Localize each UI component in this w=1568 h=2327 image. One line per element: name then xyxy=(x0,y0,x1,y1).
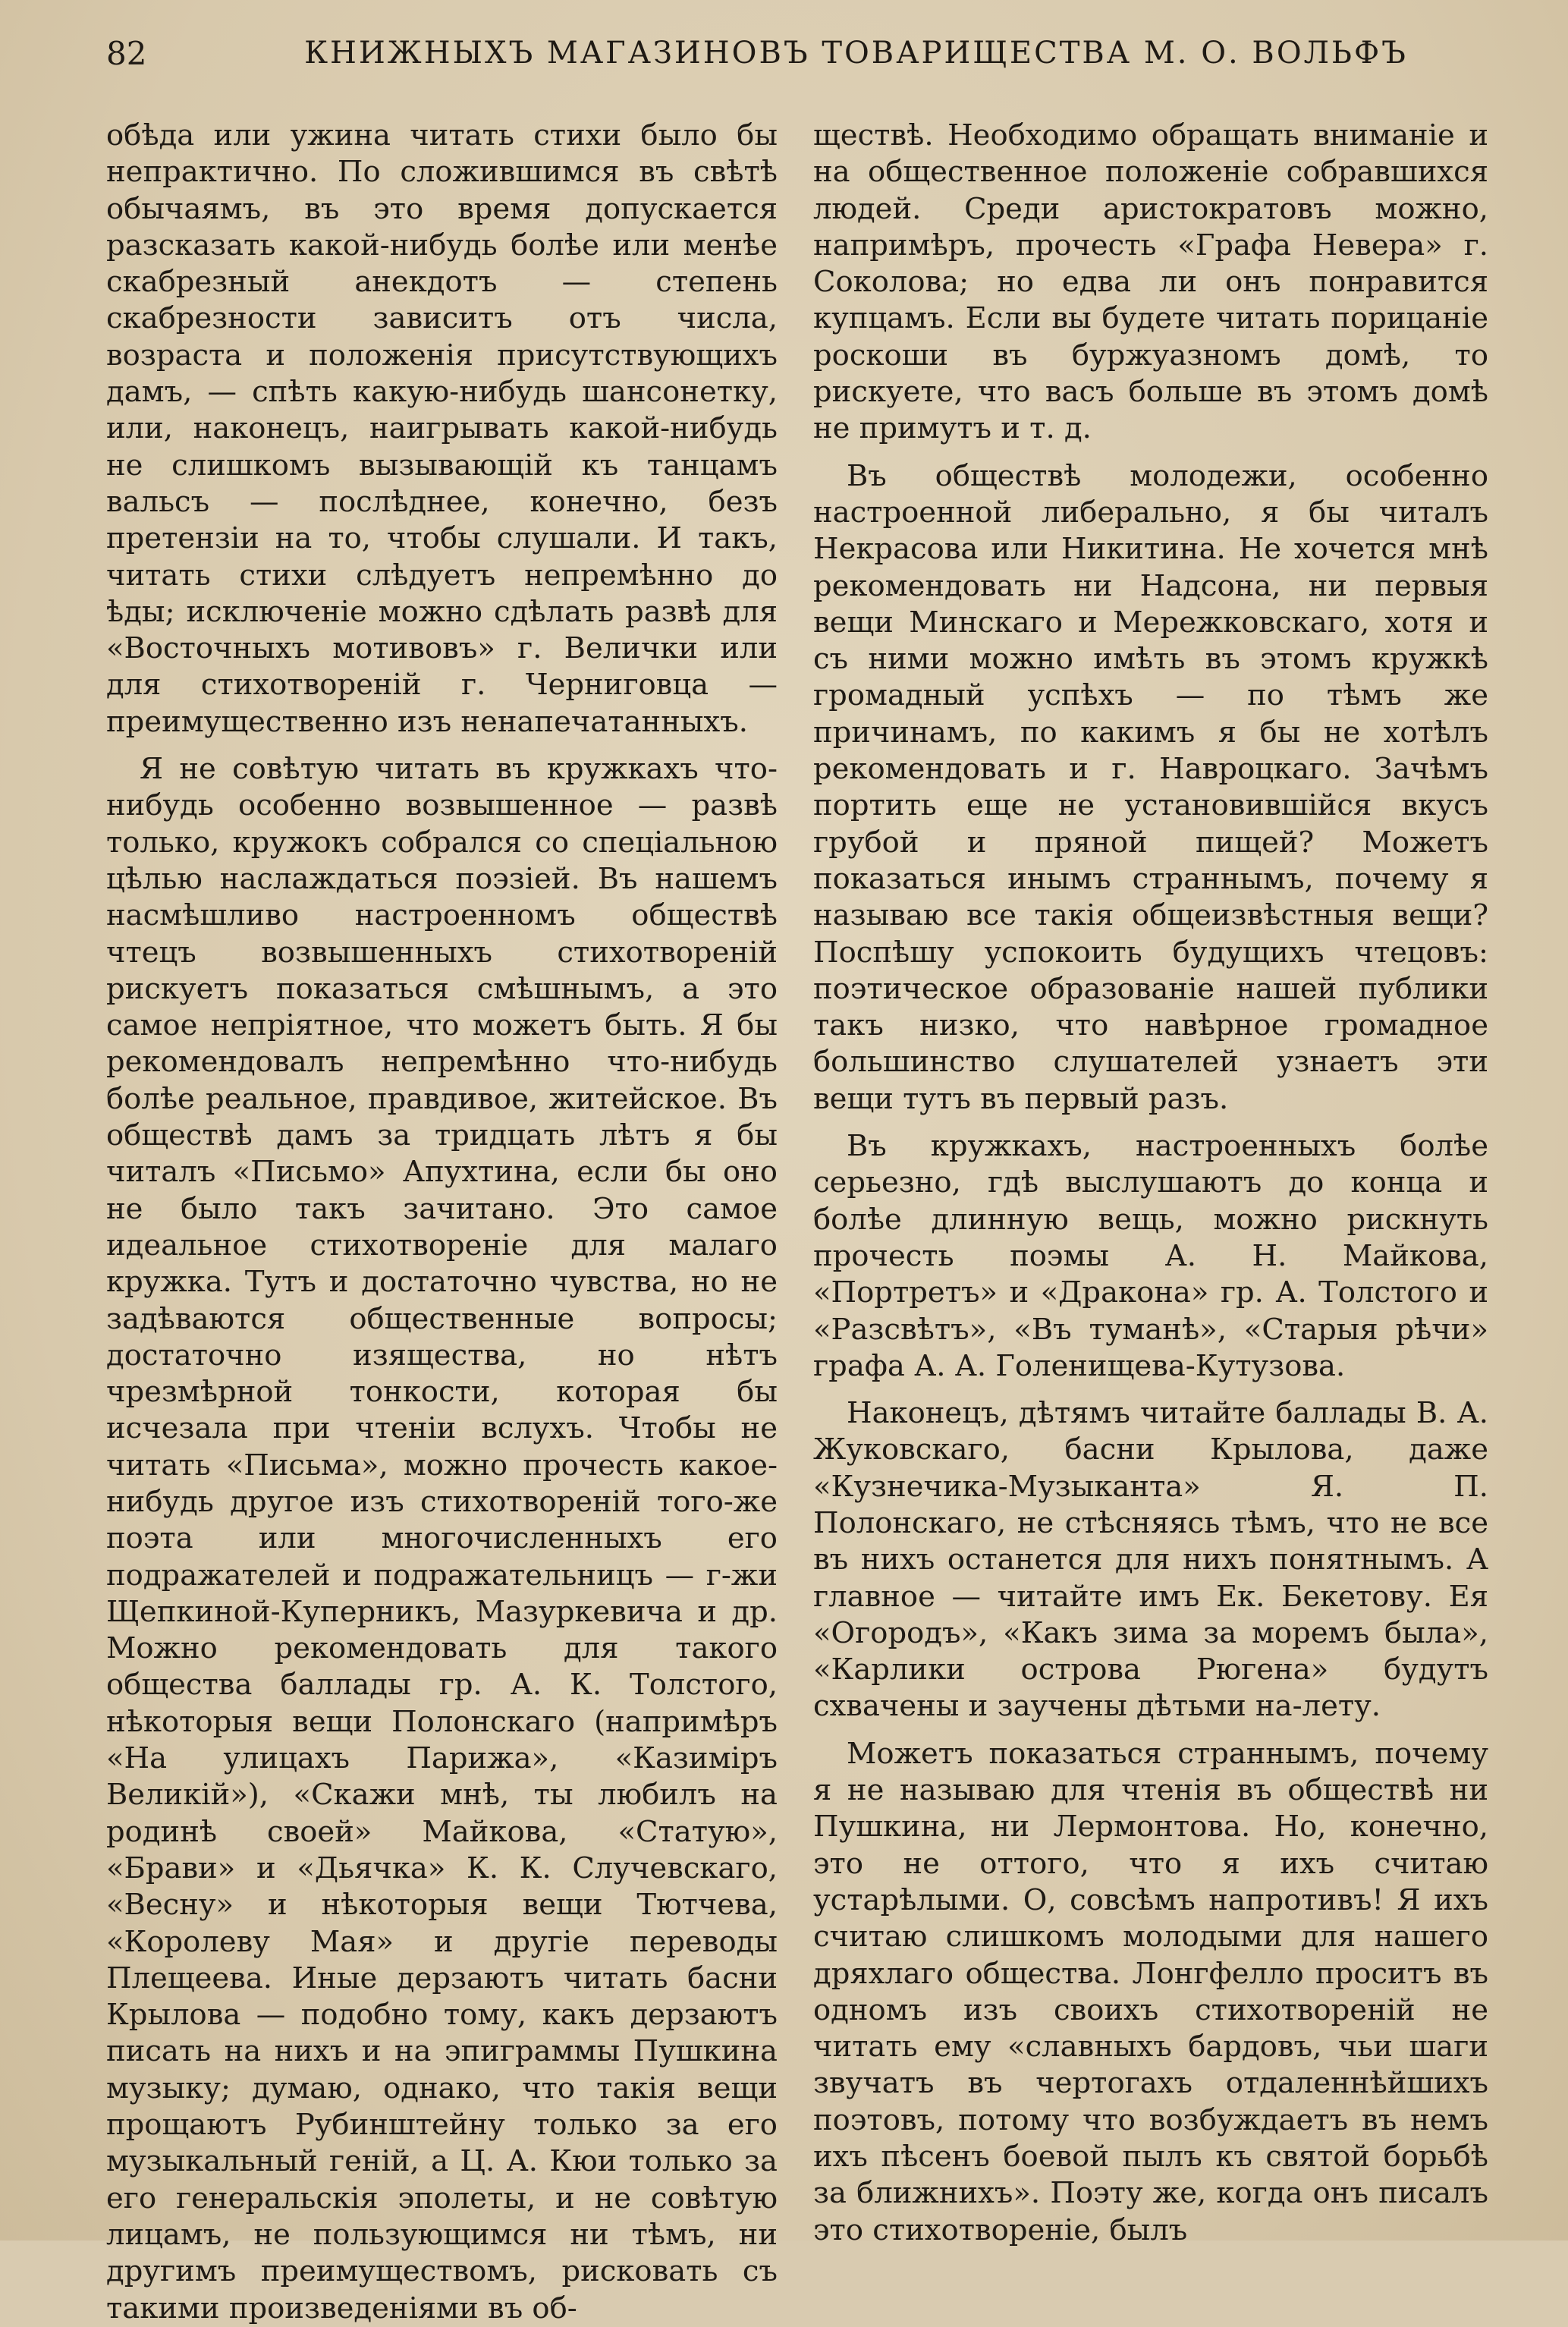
page-header xyxy=(106,30,1538,76)
paragraph: Можетъ показаться страннымъ, почему я не называю для чтенія въ обществѣ ни Пушкина, ни Лермонтова. Но, конечно, это не оттого, что я ихъ считаю устарѣлыми. О, совсѣмъ напротивъ! Я ихъ считаю слишкомъ молодыми для нашего дряхлаго общества. Лонгфелло проситъ въ одномъ изъ своихъ стихотвореній не читать ему «славныхъ бардовъ, чьи шаги звучатъ въ чертогахъ отдаленнѣйшихъ поэтовъ, потому что возбуждаетъ въ немъ ихъ пѣсенъ боевой пылъ къ святой борьбѣ за ближнихъ». Поэту же, когда онъ писалъ это стихотвореніе, былъ xyxy=(813,1736,1488,2247)
paragraph: обѣда или ужина читать стихи было бы непрактично. По сложившимся въ свѣтѣ обычаямъ, въ это время допускается разсказать какой-нибудь болѣе или менѣе скабрезный анекдотъ — степень скабрезности зависитъ отъ числа, возраста и положенія присутствующихъ дамъ, — спѣть какую-нибудь шансонетку, или, наконецъ, наигрывать какой-нибудь не слишкомъ вызывающій къ танцамъ вальсъ — послѣднее, конечно, безъ претензіи на то, чтобы слушали. И такъ, читать стихи слѣдуетъ непремѣнно до ѣды; исключеніе можно сдѣлать развѣ для «Восточныхъ мотивовъ» г. Велички или для стихотвореній г. Черниговца — преимущественно изъ ненапечатанныхъ. xyxy=(106,118,778,739)
paragraph: Въ кружкахъ, настроенныхъ болѣе серьезно, гдѣ выслушаютъ до конца и болѣе длинную вещь, можно рискнуть прочесть поэмы А. Н. Майкова, «Портретъ» и «Дракона» гр. А. Толстого и «Разсвѣтъ», «Въ туманѣ», «Старыя рѣчи» графа А. А. Голенищева-Кутузова. xyxy=(813,1129,1488,1383)
paragraph: ществѣ. Необходимо обращать вниманіе и на общественное положеніе собравшихся людей. Среди аристократовъ можно, напримѣръ, прочесть «Графа Невера» г. Соколова; но едва ли онъ понравится купцамъ. Если вы будете читать порицаніе роскоши въ буржуазномъ домѣ, то рискуете, что васъ больше въ этомъ домѣ не примутъ и т. д. xyxy=(813,118,1488,446)
page-number: 82 xyxy=(106,34,147,72)
right-column xyxy=(813,118,1488,2247)
paragraph: Наконецъ, дѣтямъ читайте баллады В. А. Жуковскаго, басни Крылова, даже «Кузнечика-Музыканта» Я. П. Полонскаго, не стѣсняясь тѣмъ, что не все въ нихъ останется для нихъ понятнымъ. А главное — читайте имъ Ек. Бекетову. Ея «Огородъ», «Какъ зима за моремъ была», «Карлики острова Рюгена» будутъ схвачены и заучены дѣтьми на-лету. xyxy=(813,1396,1488,1724)
left-column xyxy=(106,118,778,2325)
paragraph: Я не совѣтую читать въ кружкахъ что-нибудь особенно возвышенное — развѣ только, кружокъ собрался со спеціальною цѣлью наслаждаться поэзіей. Въ нашемъ насмѣшливо настроенномъ обществѣ чтецъ возвышенныхъ стихотвореній рискуетъ показаться смѣшнымъ, а это самое непріятное, что можетъ быть. Я бы рекомендовалъ непремѣнно что-нибудь болѣе реальное, правдивое, житейское. Въ обществѣ дамъ за тридцать лѣтъ я бы читалъ «Письмо» Апухтина, если бы оно не было такъ зачитано. Это самое идеальное стихотвореніе для малаго кружка. Тутъ и достаточно чувства, но не задѣваются общественные вопросы; достаточно изящества, но нѣтъ чрезмѣрной тонкости, которая бы исчезала при чтеніи вслухъ. Чтобы не читать «Письма», можно прочесть какое-нибудь другое изъ стихотвореній того-же поэта или многочисленныхъ его подражателей и подражательницъ — г-жи Щепкиной-Куперникъ, Мазуркевича и др. Можно рекомендовать для такого общества баллады гр. А. К. Толстого, нѣкоторыя вещи Полонскаго (напримѣръ «На улицахъ Парижа», «Казиміръ Великій»), «Скажи мнѣ, ты любилъ на родинѣ своей» Майкова, «Статую», «Брави» и «Дьячка» К. К. Случевскаго, «Весну» и нѣкоторыя вещи Тютчева, «Королеву Мая» и другіе переводы Плещеева. Иные дерзаютъ читать басни Крылова — подобно тому, какъ дерзаютъ писать на нихъ и на эпиграммы Пушкина музыку; думаю, однако, что такія вещи прощаютъ Рубинштейну только за его музыкальный геній, а Ц. А. Кюи только за его генеральскія эполеты, и не совѣтую лицамъ, не пользующимся ни тѣмъ, ни другимъ преимуществомъ, рисковать съ такими произведеніями въ об- xyxy=(106,752,778,2325)
paragraph: Въ обществѣ молодежи, особенно настроенной либерально, я бы читалъ Некрасова или Никитина. Не хочется мнѣ рекомендовать ни Надсона, ни первыя вещи Минскаго и Мережковскаго, хотя и съ ними можно имѣть въ этомъ кружкѣ громадный успѣхъ — по тѣмъ же причинамъ, по какимъ я бы не хотѣлъ рекомендовать и г. Навроцкаго. Зачѣмъ портить еще не установившійся вкусъ грубой и пряной пищей? Можетъ показаться инымъ страннымъ, почему я называю все такія общеизвѣстныя вещи? Поспѣшу успокоить будущихъ чтецовъ: поэтическое образованіе нашей публики такъ низко, что навѣрное громадное большинство слушателей узнаетъ эти вещи тутъ въ первый разъ. xyxy=(813,458,1488,1116)
running-title: КНИЖНЫХЪ МАГАЗИНОВЪ ТОВАРИЩЕСТВА М. О. ВОЛЬФЪ xyxy=(304,36,1408,71)
